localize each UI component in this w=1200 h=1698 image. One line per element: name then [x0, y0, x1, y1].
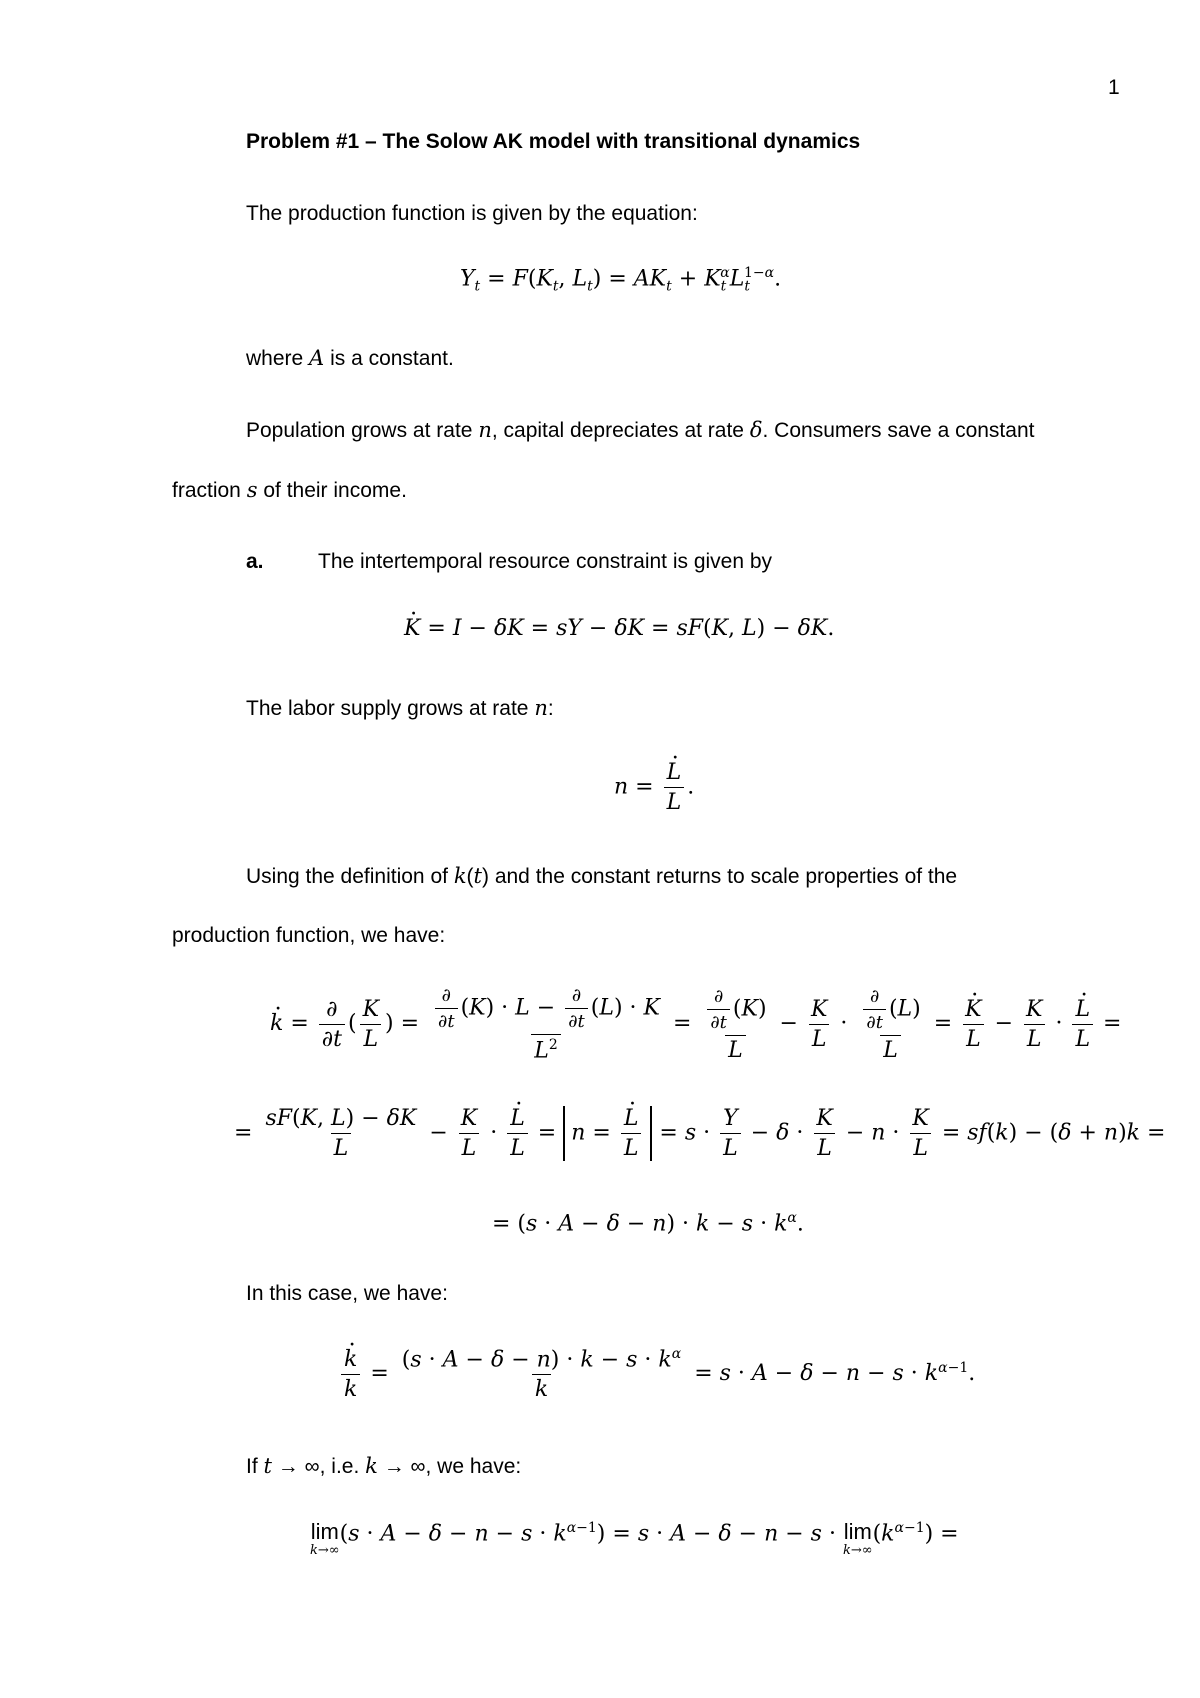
capital-accumulation-equation: · K = I − δK = sY − δK = sF(K, L) − δK.	[404, 616, 834, 641]
production-intro: The production function is given by the equation:	[246, 202, 698, 225]
lim-word: lim	[310, 1519, 339, 1544]
where-text: where	[246, 347, 304, 370]
population-line-1: Population grows at rate n, capital depreciates at rate δ. Consumers save a constant	[246, 418, 1035, 442]
labor-growth-equation: n = · $\frac{L}{L}$ .	[614, 760, 694, 815]
using-text-1: Using the definition of	[246, 865, 448, 888]
using-text-2: and the constant returns to scale properties of the	[494, 865, 958, 888]
fraction-text-2: of their income.	[263, 479, 407, 502]
we-have-text: , we have:	[425, 1455, 522, 1478]
growth-rate-equation: · $\frac{k}{k}$ = $\frac{(s \cdot A - \delta - n) \cdot k - s \cdot k^\alpha}{k}$ = $s \cdot A - \delta - n - s \cdot k^{\alpha-1}$.	[338, 1346, 975, 1402]
is-constant-text: is a constant.	[330, 347, 454, 370]
population-line-2: fraction s of their income.	[172, 478, 407, 502]
derivation-line-2: = $\frac{sF(K, L) - \delta K}{L}$ − $\frac{K}{L}$ · · $\frac{L}{L}$ = n = · $\frac{L}{L}$ = s · $\frac{Y}{L}$ − δ · $\frac{K}{L}$ − n · $\frac{K}{L}$ = sf(k) − (δ + n)k =	[234, 1106, 1165, 1161]
page-number: 1	[1108, 76, 1120, 99]
pop-text-3: . Consumers save a constant	[762, 419, 1035, 442]
fraction-text-1: fraction	[172, 479, 241, 502]
limit-condition-text: If t → ∞, i.e. k → ∞, we have:	[246, 1454, 522, 1478]
lim-word-2: lim	[843, 1519, 872, 1544]
definition-line-1: Using the definition of k(t) and the constant returns to scale properties of the	[246, 864, 958, 888]
definition-line-2: production function, we have:	[172, 924, 446, 947]
item-a-label: a.	[246, 550, 264, 573]
derivation-line-1: · k = $\frac{\partial}{\partial t}$ ( $\frac{K}{L}$ ) = $\frac{\partial}{\partial t}$ (K) · L − $\frac{\partial}{\partial t}$ (L) · K $L^2$ = $\frac{\partial}{\partial t}$ (K) L − $\frac{K}{L}$ · $\frac{\partial}{\partial t}$ (L) L = · $\frac{K}{L}$ − $\frac{K}{L}$ · · $\frac{L}{L}$ =	[270, 985, 1121, 1063]
pop-text-2: , capital depreciates at rate	[491, 419, 744, 442]
labor-supply-text: The labor supply grows at rate n:	[246, 696, 554, 720]
limit-equation: lim k→∞ $(s \cdot A - \delta - n - s \cdot k^{\alpha-1}) = s \cdot A - \delta - n - s$ · lim k→∞ $(k^{\alpha-1})$ =	[310, 1519, 959, 1558]
case-text: In this case, we have:	[246, 1282, 448, 1305]
if-text: If	[246, 1455, 258, 1478]
problem-title: Problem #1 – The Solow AK model with transitional dynamics	[246, 130, 861, 153]
ie-text: , i.e.	[319, 1455, 360, 1478]
derivation-line-3: = $(s \cdot A - \delta - n) \cdot k - s \cdot k^\alpha$.	[492, 1210, 804, 1237]
labor-text: The labor supply grows at rate	[246, 697, 529, 720]
item-a-text: The intertemporal resource constraint is given by	[318, 550, 773, 573]
pop-text-1: Population grows at rate	[246, 419, 473, 442]
production-function-equation: $Y_t = F(K_t$, $L_t) = AK_t + K_t^\alpha L_t^{1-\alpha}$.	[460, 265, 782, 295]
constant-note: where A is a constant.	[246, 346, 454, 370]
